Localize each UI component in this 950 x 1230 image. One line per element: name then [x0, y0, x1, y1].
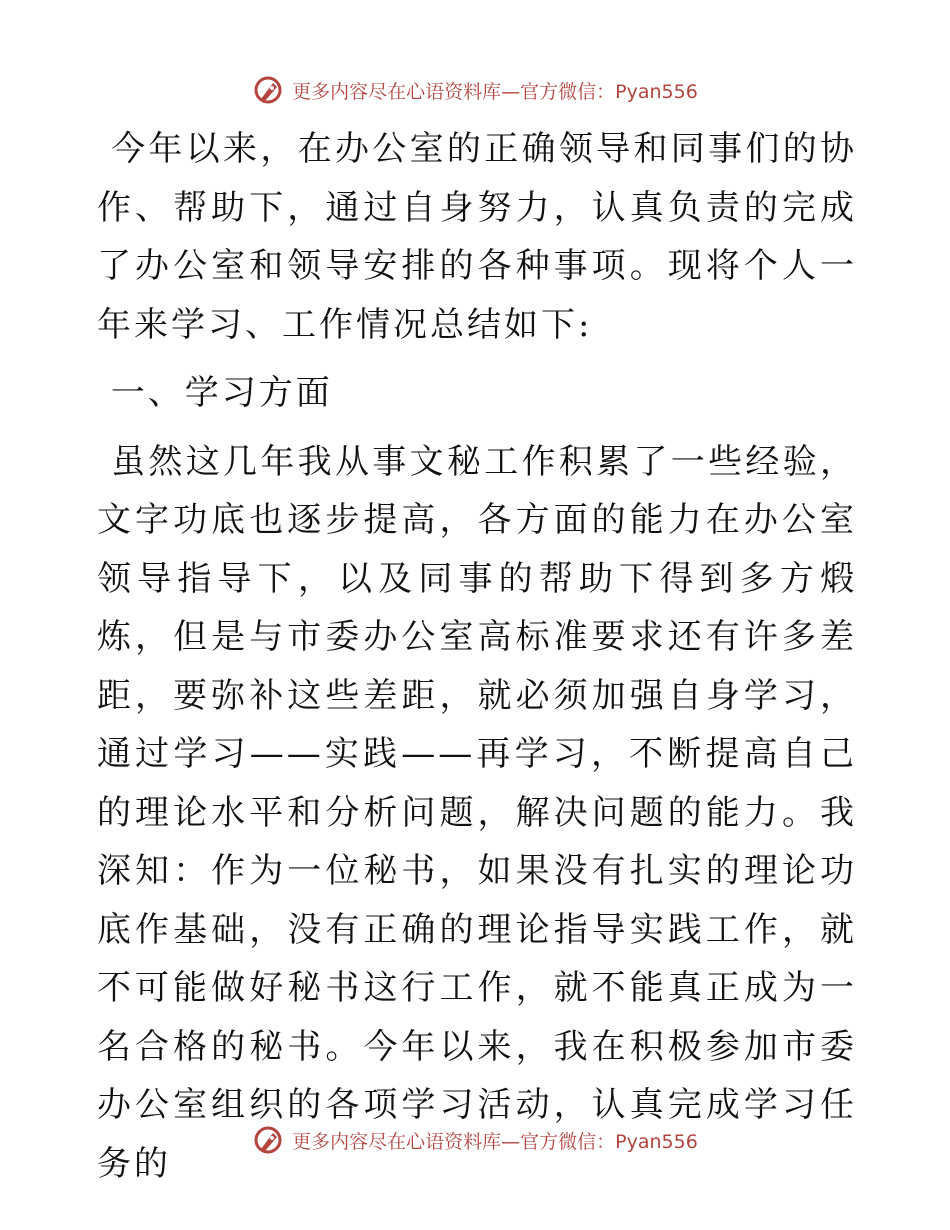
section-heading-study: 一、学习方面: [97, 373, 333, 413]
pen-nib-logo-icon: [252, 74, 284, 106]
header-watermark-banner: [0, 70, 950, 110]
pen-nib-logo-icon: [252, 1124, 284, 1156]
intro-paragraph: 今年以来，在办公室的正确领导和同事们的协作、帮助下，通过自身努力，认真负责的完成了办公室和领导安排的各种事项。现将个人一年来学习、工作情况总结如下:: [97, 129, 858, 345]
document-body: [97, 120, 857, 1193]
study-paragraph: 虽然这几年我从事文秘工作积累了一些经验，文字功底也逐步提高，各方面的能力在办公室领导指导下，以及同事的帮助下得到多方煅炼，但是与市委办公室高标准要求还有许多差距，要弥补这些差距，就必须加强自身学习，通过学习——实践——再学习，不断提高自己的理论水平和分析问题，解决问题的能力。我深知：作为一位秘书，如果没有扎实的理论功底作基础，没有正确的理论指导实践工作，就不可能做好秘书这行工作，就不能真正成为一名合格的秘书。今年以来，我在积极参加市委办公室组织的各项学习活动，认真完成学习任务的: [97, 441, 858, 1184]
footer-watermark-text: 更多内容尽在心语资料库—官方微信：Pyan556: [292, 1130, 698, 1153]
footer-watermark-banner: [0, 1120, 950, 1160]
header-watermark-text: 更多内容尽在心语资料库—官方微信：Pyan556: [292, 80, 698, 103]
